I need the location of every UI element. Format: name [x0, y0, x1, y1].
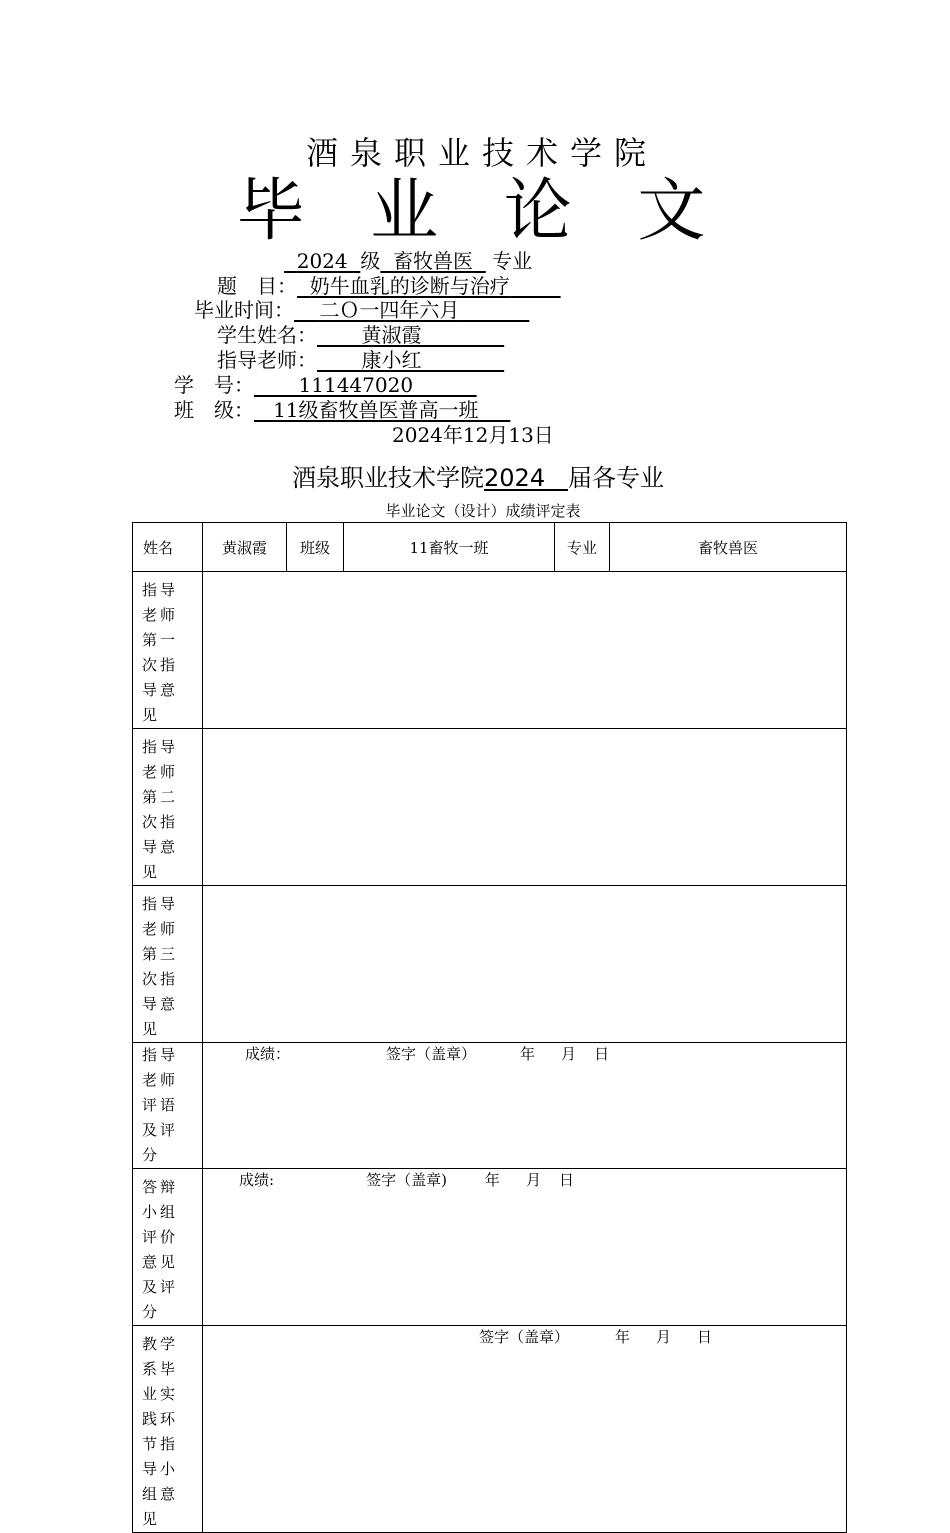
- batch-year: 2024: [484, 464, 546, 492]
- field-advisor: [217, 348, 504, 372]
- row-label: 指导老师第二次指导意见: [133, 729, 203, 886]
- row-label: 指导老师第三次指导意见: [133, 886, 203, 1043]
- field-label: 毕业时间：: [194, 298, 294, 322]
- field-student-id: [174, 373, 477, 397]
- name-value: 黄淑霞: [203, 523, 287, 572]
- field-label: 学生姓名：: [217, 323, 317, 347]
- document-title: 毕 业 论 文: [236, 172, 728, 251]
- cover-date: 2024年12月13日: [392, 423, 554, 447]
- comment-cell[interactable]: [203, 729, 847, 886]
- field-value: 二Ｏ一四年六月: [319, 298, 460, 322]
- batch-line: [0, 458, 950, 493]
- field-topic: [217, 274, 561, 298]
- grade-year: 2024: [296, 249, 348, 273]
- class-label: 班级: [287, 523, 344, 572]
- comment-cell[interactable]: [203, 572, 847, 729]
- row-label: 答辩小组评价意见及评分: [133, 1169, 203, 1326]
- batch-prefix: 酒泉职业技术学院: [292, 464, 485, 492]
- table-row: [133, 1169, 847, 1326]
- sign-label: 签字（盖章）: [386, 1045, 477, 1063]
- year-label: 年: [615, 1328, 631, 1346]
- field-class: [174, 398, 510, 422]
- field-label: 学 号：: [174, 373, 254, 397]
- grade-evaluation-table: [132, 522, 847, 1533]
- row-label: 指导老师评语及评分: [133, 1043, 203, 1169]
- score-label: 成绩：: [245, 1045, 291, 1063]
- table-row: [133, 886, 847, 1043]
- field-value: 奶牛血乳的诊断与治疗: [309, 274, 510, 298]
- major-label: 专业: [555, 523, 610, 572]
- sign-label: 签字（盖章): [366, 1171, 447, 1189]
- major-suffix: 专业: [492, 249, 533, 273]
- month-label: 月: [525, 1171, 541, 1189]
- field-value: 黄淑霞: [361, 323, 422, 347]
- advisor-score-cell[interactable]: [203, 1043, 847, 1169]
- name-label: 姓名: [133, 523, 203, 572]
- table-row: [133, 729, 847, 886]
- table-row: [133, 1043, 847, 1169]
- field-label: 指导老师：: [217, 348, 317, 372]
- month-label: 月: [561, 1045, 577, 1063]
- score-label: 成绩:: [239, 1171, 275, 1189]
- row-label: 指导老师第一次指导意见: [133, 572, 203, 729]
- school-name: 酒泉职业技术学院: [305, 134, 658, 172]
- table-row: [133, 572, 847, 729]
- department-opinion-cell[interactable]: [203, 1326, 847, 1533]
- table-row: [133, 1326, 847, 1533]
- day-label: 日: [697, 1328, 713, 1346]
- day-label: 日: [558, 1171, 574, 1189]
- grade-year-suffix: 级: [360, 249, 381, 273]
- defense-score-cell[interactable]: [203, 1169, 847, 1326]
- form-title: 毕业论文（设计）成绩评定表: [385, 502, 581, 520]
- class-value: 11畜牧一班: [344, 523, 555, 572]
- field-label: 班 级：: [174, 398, 254, 422]
- comment-cell[interactable]: [203, 886, 847, 1043]
- sign-label: 签字（盖章）: [479, 1328, 570, 1346]
- row-label: 教学系毕业实践环节指导小组意见: [133, 1326, 203, 1533]
- field-graduation-time: [194, 298, 529, 322]
- day-label: 日: [594, 1045, 610, 1063]
- field-student-name: [217, 323, 504, 347]
- year-label: 年: [484, 1171, 500, 1189]
- batch-suffix: 届各专业: [567, 464, 664, 492]
- field-label: 题 目：: [217, 274, 297, 298]
- grade-major-line: [284, 249, 532, 273]
- month-label: 月: [656, 1328, 672, 1346]
- field-value: 康小红: [361, 348, 422, 372]
- major-name: 畜牧兽医: [393, 249, 474, 273]
- major-value: 畜牧兽医: [610, 523, 847, 572]
- field-value: 11级畜牧兽医普高一班: [273, 398, 479, 422]
- field-value: 111447020: [298, 373, 414, 397]
- table-header-row: [133, 523, 847, 572]
- year-label: 年: [520, 1045, 536, 1063]
